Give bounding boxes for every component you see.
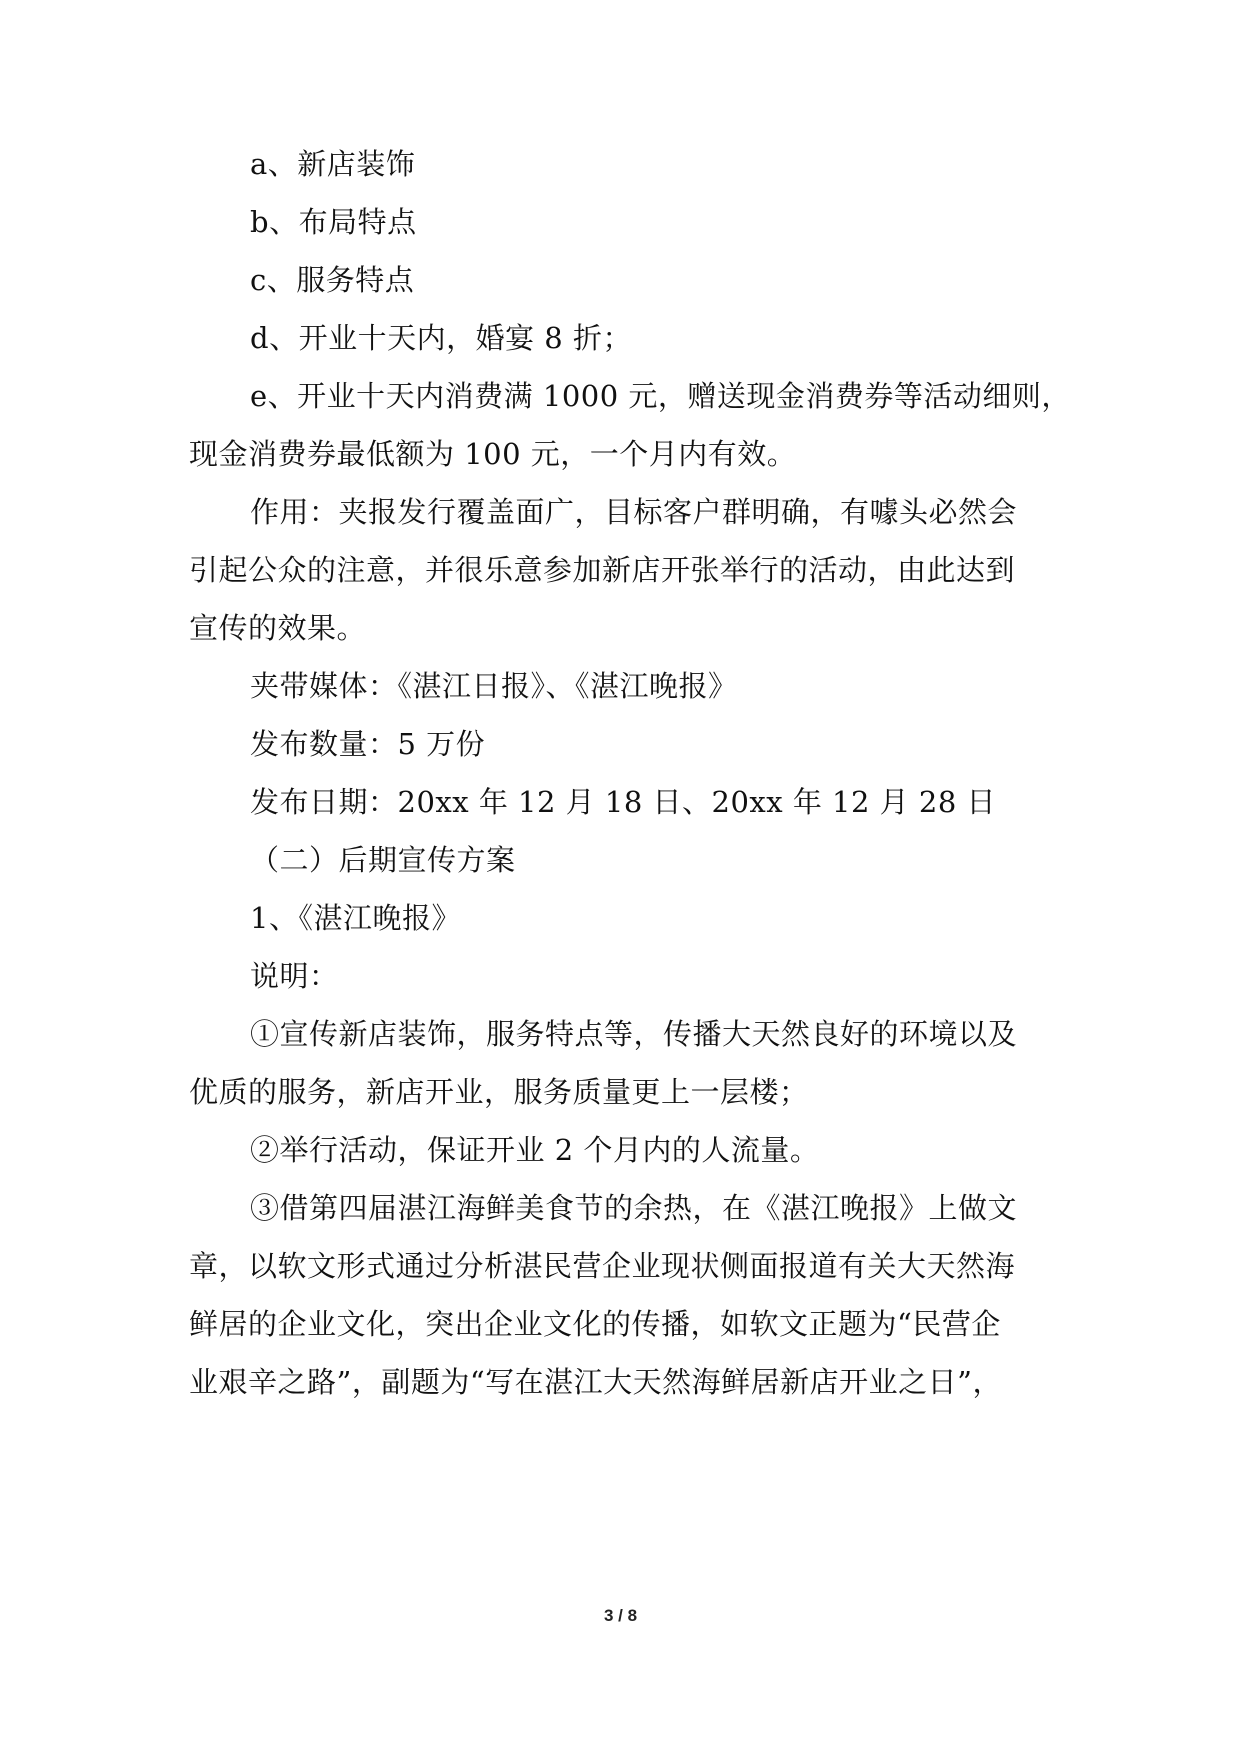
paragraph-line: 章，以软文形式通过分析湛民营企业现状侧面报道有关大天然海 xyxy=(189,1249,1016,1283)
paragraph-line: c、服务特点 xyxy=(250,263,415,297)
paragraph-line: 现金消费券最低额为 100 元，一个月内有效。 xyxy=(189,437,797,471)
paragraph-line: 发布日期：20xx 年 12 月 18 日、20xx 年 12 月 28 日 xyxy=(250,785,997,819)
paragraph-line: 说明： xyxy=(250,959,339,993)
paragraph-line: ①宣传新店装饰，服务特点等，传播大天然良好的环境以及 xyxy=(250,1017,1018,1051)
paragraph-line: 鲜居的企业文化，突出企业文化的传播，如软文正题为“民营企 xyxy=(189,1307,1001,1341)
paragraph-line: 夹带媒体：《湛江日报》、《湛江晚报》 xyxy=(250,669,738,703)
paragraph-line: 业艰辛之路”，副题为“写在湛江大天然海鲜居新店开业之日”， xyxy=(189,1365,1002,1399)
paragraph-line: ③借第四届湛江海鲜美食节的余热，在《湛江晚报》上做文 xyxy=(250,1191,1018,1225)
paragraph-line: 宣传的效果。 xyxy=(189,611,367,645)
subsection-heading: 1、《湛江晚报》 xyxy=(250,901,461,935)
paragraph-line: 引起公众的注意，并很乐意参加新店开张举行的活动，由此达到 xyxy=(189,553,1016,587)
page-number: 3 / 8 xyxy=(603,1606,638,1625)
section-heading: （二）后期宣传方案 xyxy=(250,843,516,877)
paragraph-line: a、新店装饰 xyxy=(250,147,416,181)
paragraph-line: e、开业十天内消费满 1000 元，赠送现金消费券等活动细则， xyxy=(250,379,1071,413)
paragraph-line: b、布局特点 xyxy=(250,205,417,239)
paragraph-line: 优质的服务，新店开业，服务质量更上一层楼； xyxy=(189,1075,809,1109)
paragraph-line: ②举行活动，保证开业 2 个月内的人流量。 xyxy=(250,1133,820,1167)
paragraph-line: d、开业十天内，婚宴 8 折； xyxy=(250,321,632,355)
paragraph-line: 作用：夹报发行覆盖面广，目标客户群明确，有噱头必然会 xyxy=(250,495,1018,529)
paragraph-line: 发布数量：5 万份 xyxy=(250,727,486,761)
